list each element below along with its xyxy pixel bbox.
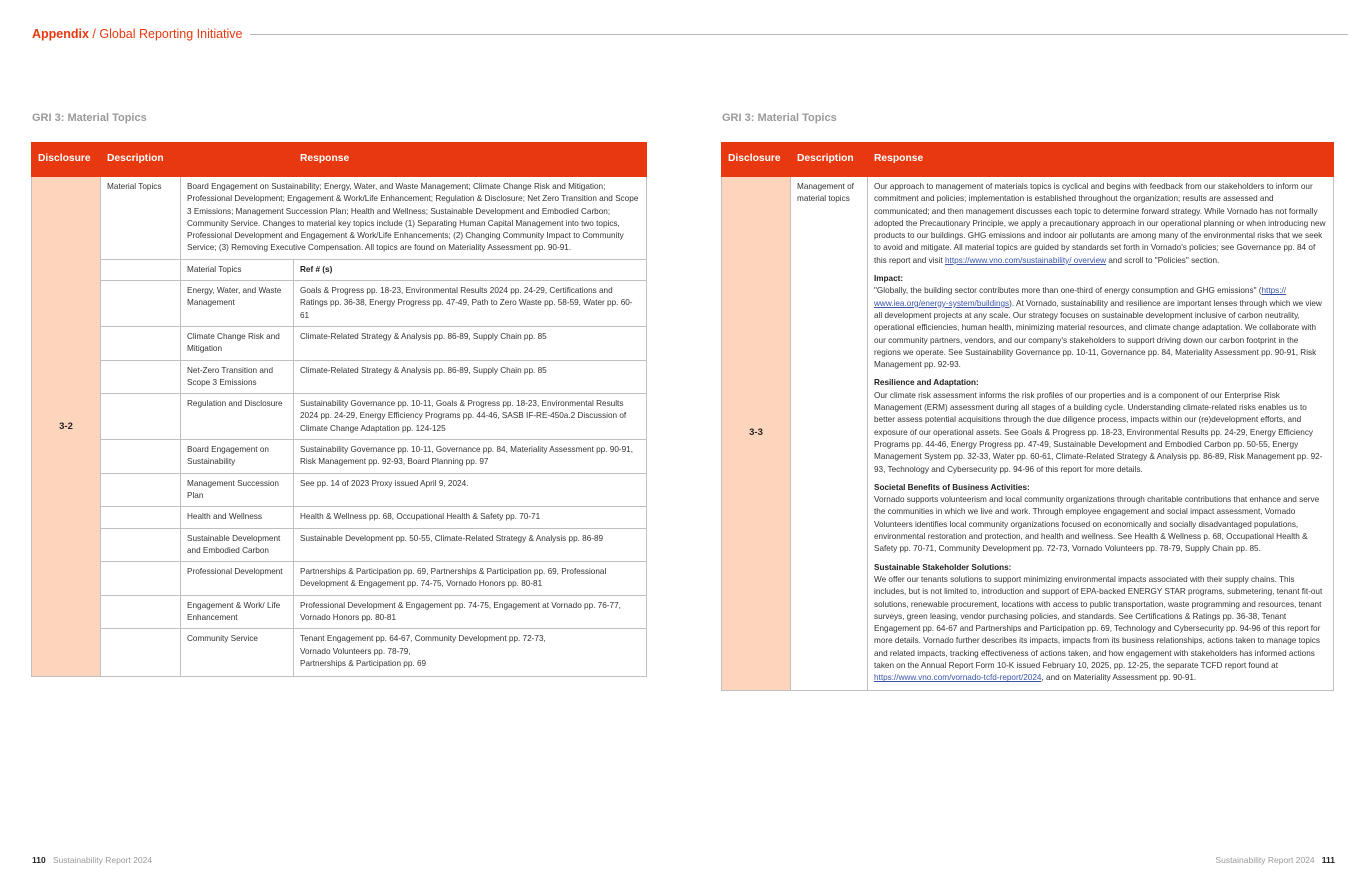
table-row bbox=[32, 177, 647, 260]
topic-cell: Management Succession Plan bbox=[181, 473, 294, 507]
societal-heading: Societal Benefits of Business Activities: bbox=[874, 482, 1030, 492]
ref-cell: Professional Development & Engagement pp. 74-75, Engagement at Vornado pp. 76-77, Vornado Honors pp. 80-81 bbox=[294, 595, 647, 629]
col-response: Response bbox=[294, 143, 647, 177]
table-row bbox=[32, 440, 647, 474]
disclosure-cell: 3-3 bbox=[722, 177, 791, 691]
page-number-right: 111 bbox=[1321, 855, 1335, 865]
topic-cell: Professional Development bbox=[181, 562, 294, 596]
ref-cell: Goals & Progress pp. 18-23, Environmental Results 2024 pp. 24-29, Certifications and Ratings pp. 36-38, Energy Progress pp. 47-49, Path to Zero Waste pp. 58-59, Water pp. 60-61 bbox=[294, 281, 647, 327]
col-spacer bbox=[181, 143, 294, 177]
impact-paragraph: Impact: "Globally, the building sector contributes more than one-third of energy consumption and GHG emissions" (https:// www.iea.org/energy-system/buildings). At Vornado, sustainability and resilience are important lenses through which we view all development projects at any scale. Our strategy focuses on sustainable development inclusive of carbon neutrality, operational efficiencies, human health, minimizing material resources, and climate change adaptation. We collaborate with our community partners, vendors, and our company's stakeholders to support driving down our carbon footprint in the regions we operate. See Sustainability Governance pp. 10-11, Governance pp. 84, Materiality Assessment pp. 90-91, Risk Management pp. 92-93. bbox=[874, 273, 1327, 371]
tcfd-report-link[interactable]: https://www.vno.com/vornado-tcfd-report/2024 bbox=[874, 673, 1042, 683]
approach-paragraph: Our approach to management of materials topics is cyclical and begins with feedback from our stakeholders to inform our commitment and policies; implementation is established throughout the organization; results are assessed and communicated; and then management discusses each topic to determine forward strategy. While Vornado has not formally adopted the Precautionary Principle, we apply a precautionary approach in our operational planning or when introducing new products to our buildings. GHG emissions and indoor air pollutants are among many of the environmental risks that we seek to avoid and mitigate. All material topics are guided by standards set forth in Vornado's policies; see Governance pp. 84 of this report and visit https://www.vno.com/sustainability/ overview and scroll to "Policies" section. bbox=[874, 182, 1326, 265]
breadcrumb-section: Global Reporting Initiative bbox=[99, 27, 243, 41]
description-cell: Management of material topics bbox=[791, 177, 868, 691]
topic-cell: Climate Change Risk and Mitigation bbox=[181, 326, 294, 360]
col-response: Response bbox=[868, 143, 1334, 177]
ref-cell: Climate-Related Strategy & Analysis pp. 86-89, Supply Chain pp. 85 bbox=[294, 326, 647, 360]
table-row bbox=[32, 394, 647, 440]
ref-cell: Sustainability Governance pp. 10-11, Goals & Progress pp. 18-23, Environmental Results 2024 pp. 24-29, Energy Efficiency Programs pp. 44-46, SASB IF-RE-450a.2 Discussion of Climate Change Adaptation pp. 124-125 bbox=[294, 394, 647, 440]
footer-label-right: Sustainability Report 2024 bbox=[1215, 855, 1315, 865]
page-number-left: 110 bbox=[32, 855, 46, 865]
table-header-row bbox=[722, 143, 1334, 177]
ref-cell: Health & Wellness pp. 68, Occupational Health & Safety pp. 70-71 bbox=[294, 507, 647, 528]
ref-line: Vornado Volunteers pp. 78-79, bbox=[300, 646, 411, 656]
table-row bbox=[722, 177, 1334, 691]
topic-cell: Energy, Water, and Waste Management bbox=[181, 281, 294, 327]
footer-left bbox=[32, 855, 152, 865]
table-row bbox=[32, 629, 647, 677]
response-cell bbox=[868, 177, 1334, 691]
stakeholder-paragraph: Sustainable Stakeholder Solutions: We offer our tenants solutions to support minimizing environmental impacts associated with their supply chains. This includes, but is not limited to, introduction and support of EPA-backed ENERGY STAR programs, submetering, tenant fit-out solutions, renewable procurement, locations with access to public transportation, waste programming and resources, tenant surveys, green leasing, vendor purchasing policies, and standards. See Certifications & Ratings pp. 36-38, Tenant Engagement pp. 64-67 and Partnerships and Participation pp. 69, Technology and Cybersecurity pp. 94-96 of this report for more details. Vornado further describes its impacts, impacts from its business relationships, actions taken to manage topics and related impacts, tracking effectiveness of actions taken, and how engagement with stakeholders has informed actions taken on the Annual Report Form 10-K issued February 10, 2025, pp. 12-25, the separate TCFD report found at https://www.vno.com/vornado-tcfd-report/2024, and on Materiality Assessment pp. 90-91. bbox=[874, 562, 1327, 685]
breadcrumb-appendix[interactable]: Appendix bbox=[32, 27, 89, 41]
table-header-row bbox=[32, 143, 647, 177]
topic-cell: Board Engagement on Sustainability bbox=[181, 440, 294, 474]
col-disclosure: Disclosure bbox=[722, 143, 791, 177]
header-rule bbox=[250, 34, 1348, 35]
subheader-topic: Material Topics bbox=[181, 259, 294, 280]
iea-link[interactable]: https:// www.iea.org/energy-system/buildings bbox=[874, 286, 1287, 308]
sustainability-policy-link[interactable]: https://www.vno.com/sustainability/ overview bbox=[945, 255, 1107, 265]
ref-line: Partnerships & Participation pp. 69 bbox=[300, 658, 427, 668]
resilience-paragraph: Resilience and Adaptation: Our climate risk assessment informs the risk profiles of our properties and is a component of our Enterprise Risk Management (ERM) assessment during all stages of a building cycle. Understanding climate-related risks enables us to better assess potential acquisitions through the due diligence process, impacts within our (re)development efforts, and exposure of our operational assets. See Goals & Progress pp. 18-23, Environmental Results pp. 24-29, Energy Efficiency Programs pp. 44-46, Energy Progress pp. 47-49, Sustainable Development and Embodied Carbon pp. 50-55, Energy Management System pp. 32-33, Water pp. 60-61, Climate-Related Strategy & Analysis pp. 86-89, Risk Management pp. 92-93, Technology and Cybersecurity pp. 94-96 of this report for more details. bbox=[874, 377, 1327, 475]
table-row bbox=[32, 595, 647, 629]
table-row bbox=[32, 360, 647, 394]
topic-cell: Health and Wellness bbox=[181, 507, 294, 528]
societal-paragraph: Societal Benefits of Business Activities: Vornado supports volunteerism and local community organizations through charitable contributions that enhance and serve the communities in which we live and work. Through employee engagement and social impact assessment, Vornado Volunteers identifies local community organizations focused on economically and socially disadvantaged populations, environmental restoration and protection, and health and wellness. See Health & Wellness p. 68, Occupational Health & Safety pp. 70-71, Community Development pp. 72-73, Vornado Volunteers pp. 78-79, Supply Chain pp. 85. bbox=[874, 482, 1327, 556]
left-section-title: GRI 3: Material Topics bbox=[32, 112, 147, 124]
disclosure-cell: 3-2 bbox=[32, 177, 101, 677]
topic-cell: Engagement & Work/ Life Enhancement bbox=[181, 595, 294, 629]
topic-cell: Sustainable Development and Embodied Carbon bbox=[181, 528, 294, 562]
col-description: Description bbox=[101, 143, 181, 177]
ref-cell: See pp. 14 of 2023 Proxy issued April 9, 2024. bbox=[294, 473, 647, 507]
ref-cell: Climate-Related Strategy & Analysis pp. 86-89, Supply Chain pp. 85 bbox=[294, 360, 647, 394]
topic-cell: Net-Zero Transition and Scope 3 Emissions bbox=[181, 360, 294, 394]
impact-heading: Impact: bbox=[874, 274, 904, 284]
table-row bbox=[32, 281, 647, 327]
table-row bbox=[32, 473, 647, 507]
footer-label-left: Sustainability Report 2024 bbox=[52, 855, 153, 865]
topic-cell: Community Service bbox=[181, 629, 294, 677]
table-row bbox=[32, 326, 647, 360]
description-cell: Material Topics bbox=[101, 177, 181, 260]
resilience-heading: Resilience and Adaptation: bbox=[874, 378, 979, 388]
ref-line: Tenant Engagement pp. 64-67, Community Development pp. 72-73, bbox=[300, 634, 546, 644]
page-header bbox=[32, 26, 1348, 42]
subheader-ref: Ref # (s) bbox=[294, 259, 647, 280]
col-disclosure: Disclosure bbox=[32, 143, 101, 177]
table-row bbox=[32, 528, 647, 562]
intro-cell: Board Engagement on Sustainability; Energy, Water, and Waste Management; Climate Change Risk and Mitigation; Professional Development; Engagement & Work/Life Enhancement; Regulation & Disclosure; Net Zero Transition and Scope 3 Emissions; Management Succession Plan; Health and Wellness; Sustainable Development and Embodied Carbon; Community Service. Changes to material key topics include (1) Separating Human Capital Management into two topics, Professional Development and Engagement & Work/Life Enhancements; (2) Changing Community Impact to Community Service; (3) Removing Executive Compensation. All topics are found on Materiality Assessment pp. 90-91. bbox=[181, 177, 647, 260]
ref-cell: Sustainable Development pp. 50-55, Climate-Related Strategy & Analysis pp. 86-89 bbox=[294, 528, 647, 562]
table-row bbox=[32, 259, 647, 280]
ref-cell: Partnerships & Participation pp. 69, Partnerships & Participation pp. 69, Professional Development & Engagement pp. 74-75, Vornado Honors pp. 80-81 bbox=[294, 562, 647, 596]
right-gri-table bbox=[721, 142, 1334, 691]
ref-cell: Sustainability Governance pp. 10-11, Governance pp. 84, Materiality Assessment pp. 90-91, Risk Management pp. 92-93, Board Planning pp. 97 bbox=[294, 440, 647, 474]
right-section-title: GRI 3: Material Topics bbox=[722, 112, 837, 124]
table-row bbox=[32, 562, 647, 596]
footer-right bbox=[1215, 855, 1335, 865]
col-description: Description bbox=[791, 143, 868, 177]
breadcrumb bbox=[32, 27, 243, 41]
breadcrumb-separator: / bbox=[88, 27, 100, 41]
topic-cell: Regulation and Disclosure bbox=[181, 394, 294, 440]
table-row bbox=[32, 507, 647, 528]
left-gri-table bbox=[31, 142, 647, 677]
ref-cell bbox=[294, 629, 647, 677]
stakeholder-heading: Sustainable Stakeholder Solutions: bbox=[874, 562, 1012, 572]
